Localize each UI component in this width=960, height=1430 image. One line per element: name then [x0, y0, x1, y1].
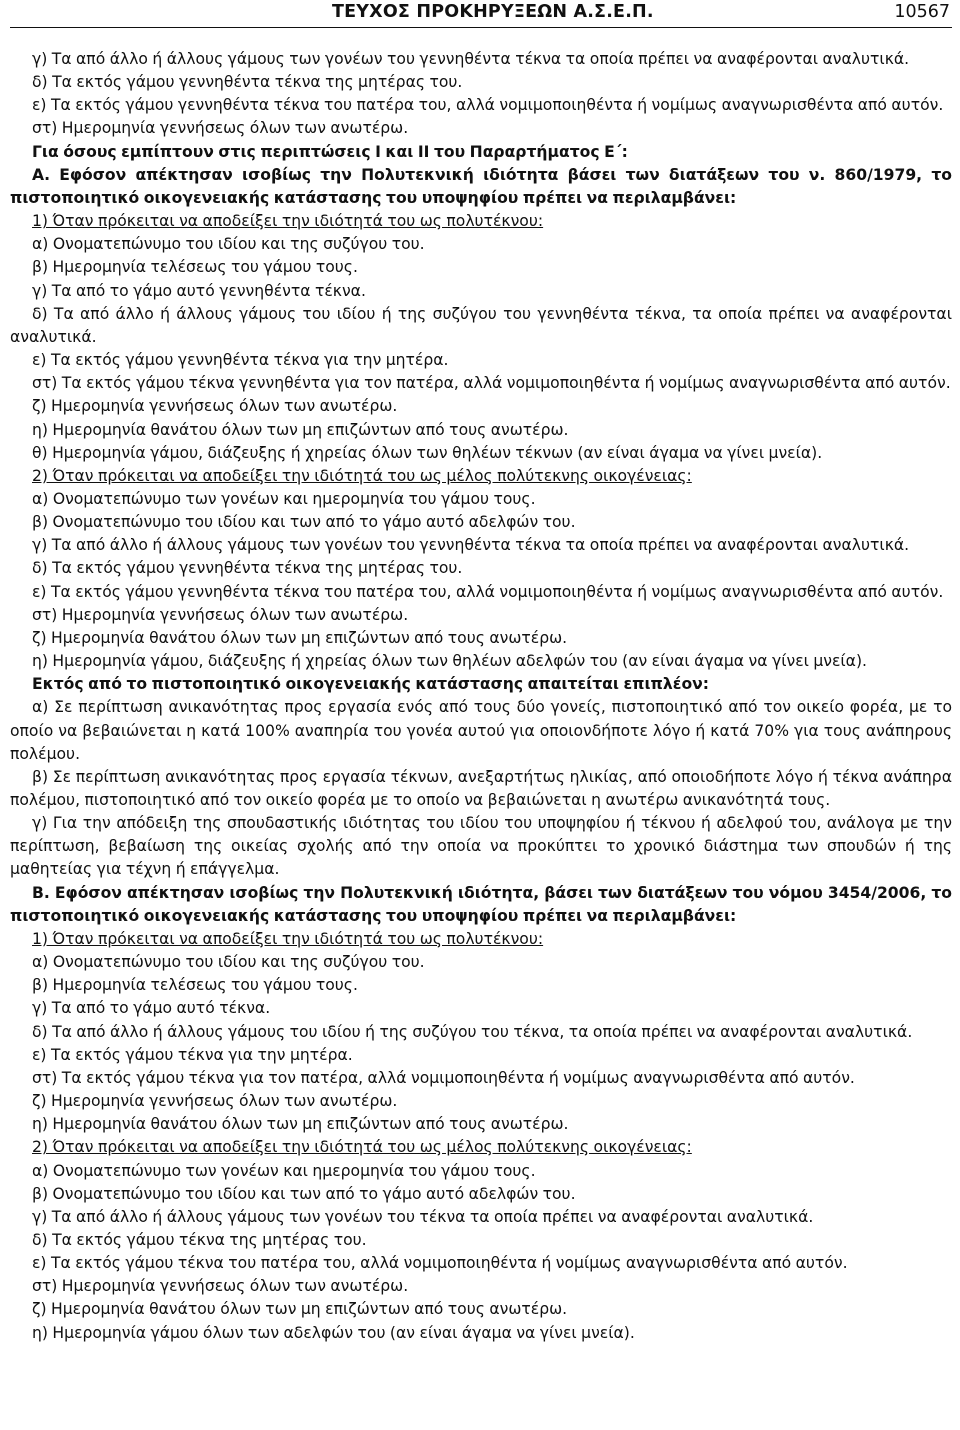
paragraph-text: ε) Τα εκτός γάμου γεννηθέντα τέκνα του πατέρα του, αλλά νομιμοποιηθέντα ή νομίμως αναγνωρισθέντα από αυτόν.: [32, 96, 944, 115]
header-divider: [10, 27, 952, 28]
paragraph-text: στ) Ημερομηνία γεννήσεως όλων των ανωτέρω.: [32, 605, 409, 624]
paragraph-text: ζ) Ημερομηνία γεννήσεως όλων των ανωτέρω.: [32, 397, 398, 416]
section-heading-text: Για όσους εμπίπτουν στις περιπτώσεις I και II του Παραρτήματος Ε΄:: [32, 142, 628, 161]
subsection-heading-text: 1) Όταν πρόκειται να αποδείξει την ιδιότητά του ως πολυτέκνου:: [32, 212, 544, 231]
paragraph-text: θ) Ημερομηνία γάμου, διάζευξης ή χηρείας όλων των θηλέων τέκνων (αν είναι άγαμα να γίνει μνεία).: [32, 443, 823, 462]
paragraph-text: η) Ημερομηνία θανάτου όλων των μη επιζώντων από τους ανωτέρω.: [32, 1115, 569, 1134]
subsection-heading: [10, 465, 952, 488]
paragraph: [10, 488, 952, 511]
paragraph-text: γ) Τα από άλλο ή άλλους γάμους των γονέων του γεννηθέντα τέκνα τα οποία πρέπει να αναφέρονται αναλυτικά.: [32, 50, 910, 68]
paragraph: [10, 1113, 952, 1136]
paragraph: [10, 974, 952, 997]
paragraph: [10, 696, 952, 765]
paragraph: [10, 1044, 952, 1067]
paragraph: [10, 557, 952, 580]
document-body: [10, 48, 952, 1345]
paragraph: [10, 71, 952, 94]
paragraph: [10, 1298, 952, 1321]
section-heading: [10, 164, 952, 210]
subsection-heading: [10, 1136, 952, 1159]
paragraph: [10, 1252, 952, 1275]
document-page: [10, 0, 952, 1345]
paragraph: [10, 1183, 952, 1206]
section-heading-text: Εκτός από το πιστοποιητικό οικογενειακής κατάστασης απαιτείται επιπλέον:: [32, 675, 710, 694]
paragraph: [10, 48, 952, 71]
paragraph: [10, 627, 952, 650]
paragraph-text: γ) Τα από άλλο ή άλλους γάμους των γονέων του τέκνα τα οποία πρέπει να αναφέρονται αναλυτικά.: [32, 1207, 814, 1226]
paragraph: [10, 280, 952, 303]
paragraph: [10, 1206, 952, 1229]
paragraph: [10, 1229, 952, 1252]
paragraph-text: ε) Τα εκτός γάμου τέκνα για την μητέρα.: [32, 1045, 353, 1064]
paragraph: [10, 372, 952, 395]
paragraph: [10, 233, 952, 256]
paragraph-text: γ) Τα από το γάμο αυτό τέκνα.: [32, 999, 271, 1018]
section-heading-text: Β. Εφόσον απέκτησαν ισοβίως την Πολυτεκνική ιδιότητα, βάσει των διατάξεων του νόμου 3454/2006, το πιστοποιητικό οικογενειακής κατάστασης του υποψηφίου πρέπει να περιλαμβάνει:: [10, 883, 952, 925]
paragraph-text: στ) Τα εκτός γάμου τέκνα για τον πατέρα, αλλά νομιμοποιηθέντα ή νομίμως αναγνωρισθέντα από αυτόν.: [32, 1068, 855, 1087]
paragraph-text: γ) Τα από άλλο ή άλλους γάμους των γονέων του γεννηθέντα τέκνα τα οποία πρέπει να αναφέρονται αναλυτικά.: [32, 536, 910, 555]
paragraph-text: η) Ημερομηνία θανάτου όλων των μη επιζώντων από τους ανωτέρω.: [32, 420, 569, 439]
paragraph-text: ε) Τα εκτός γάμου γεννηθέντα τέκνα για την μητέρα.: [32, 351, 449, 370]
subsection-heading-text: 2) Όταν πρόκειται να αποδείξει την ιδιότητά του ως μέλος πολύτεκνης οικογένειας:: [32, 466, 692, 485]
section-heading: [10, 673, 952, 696]
subsection-heading: [10, 928, 952, 951]
page-header: [10, 0, 952, 36]
paragraph: [10, 511, 952, 534]
paragraph-text: η) Ημερομηνία γάμου, διάζευξης ή χηρείας όλων των θηλέων αδελφών του (αν είναι άγαμα να γίνει μνεία).: [32, 652, 868, 671]
paragraph-text: α) Ονοματεπώνυμο των γονέων και ημερομηνία του γάμου τους.: [32, 1161, 536, 1180]
paragraph-text: ε) Τα εκτός γάμου τέκνα του πατέρα του, αλλά νομιμοποιηθέντα ή νομίμως αναγνωρισθέντα από αυτόν.: [32, 1254, 848, 1273]
paragraph-text: στ) Ημερομηνία γεννήσεως όλων των ανωτέρω.: [32, 119, 409, 138]
paragraph-text: η) Ημερομηνία γάμου όλων των αδελφών του (αν είναι άγαμα να γίνει μνεία).: [32, 1323, 635, 1342]
paragraph: [10, 419, 952, 442]
paragraph-text: δ) Τα εκτός γάμου γεννηθέντα τέκνα της μητέρας του.: [32, 73, 463, 92]
paragraph-text: δ) Τα εκτός γάμου γεννηθέντα τέκνα της μητέρας του.: [32, 559, 463, 578]
paragraph: [10, 303, 952, 349]
paragraph-text: β) Ονοματεπώνυμο του ιδίου και των από το γάμο αυτό αδελφών του.: [32, 513, 576, 532]
paragraph: [10, 650, 952, 673]
paragraph-text: γ) Τα από το γάμο αυτό γεννηθέντα τέκνα.: [32, 281, 366, 300]
paragraph-text: α) Σε περίπτωση ανικανότητας προς εργασία ενός από τους δύο γονείς, πιστοποιητικό από τον οικείο φορέα, με το οποίο να βεβαιώνεται η κατά 100% αναπηρία του γονέα αυτού για οποιονδήποτε λόγο ή κατά 70% για τους ανάπηρους πολέμου.: [10, 698, 952, 763]
paragraph-text: β) Ονοματεπώνυμο του ιδίου και των από το γάμο αυτό αδελφών του.: [32, 1184, 576, 1203]
paragraph: [10, 94, 952, 117]
paragraph-text: β) Σε περίπτωση ανικανότητας προς εργασία τέκνων, ανεξαρτήτως ηλικίας, από οποιοδήποτε λόγο ή τέκνα ανάπηρα πολέμου, πιστοποιητικό από τον οικείο φορέα με το οποίο να βεβαιώνεται η ανωτέρω ανικανότητά τους.: [10, 767, 952, 809]
paragraph-text: ζ) Ημερομηνία θανάτου όλων των μη επιζώντων από τους ανωτέρω.: [32, 1300, 568, 1319]
paragraph: [10, 604, 952, 627]
paragraph-text: δ) Τα από άλλο ή άλλους γάμους του ιδίου ή της συζύγου του γεννηθέντα τέκνα, τα οποία πρέπει να αναφέρονται αναλυτικά.: [10, 304, 952, 346]
paragraph: [10, 117, 952, 140]
paragraph: [10, 1160, 952, 1183]
paragraph: [10, 951, 952, 974]
paragraph-text: δ) Τα εκτός γάμου τέκνα της μητέρας του.: [32, 1230, 367, 1249]
paragraph: [10, 442, 952, 465]
paragraph: [10, 997, 952, 1020]
paragraph: [10, 1322, 952, 1345]
paragraph: [10, 1090, 952, 1113]
paragraph: [10, 1275, 952, 1298]
paragraph-text: α) Ονοματεπώνυμο των γονέων και ημερομηνία του γάμου τους.: [32, 489, 536, 508]
paragraph: [10, 1067, 952, 1090]
paragraph-text: γ) Για την απόδειξη της σπουδαστικής ιδιότητας του ιδίου του υποψηφίου ή τέκνου ή αδελφού του, ανάλογα με την περίπτωση, βεβαίωση της οικείας σχολής από την οποία να προκύπτει το χρονικό διάστημα των σπουδών ή της μαθητείας για τέχνη ή επάγγελμα.: [10, 814, 952, 879]
section-heading: [10, 141, 952, 164]
paragraph-text: β) Ημερομηνία τελέσεως του γάμου τους.: [32, 258, 358, 277]
paragraph: [10, 256, 952, 279]
paragraph-text: ζ) Ημερομηνία γεννήσεως όλων των ανωτέρω.: [32, 1092, 398, 1111]
issue-title: ΤΕΥΧΟΣ ΠΡΟΚΗΡΥΞΕΩΝ Α.Σ.Ε.Π.: [332, 2, 654, 22]
paragraph: [10, 581, 952, 604]
paragraph: [10, 534, 952, 557]
paragraph-text: στ) Ημερομηνία γεννήσεως όλων των ανωτέρω.: [32, 1277, 409, 1296]
subsection-heading: [10, 210, 952, 233]
paragraph-text: α) Ονοματεπώνυμο του ιδίου και της συζύγου του.: [32, 235, 425, 254]
paragraph-text: ζ) Ημερομηνία θανάτου όλων των μη επιζώντων από τους ανωτέρω.: [32, 628, 568, 647]
paragraph: [10, 812, 952, 881]
subsection-heading-text: 2) Όταν πρόκειται να αποδείξει την ιδιότητά του ως μέλος πολύτεκνης οικογένειας:: [32, 1138, 692, 1157]
paragraph-text: δ) Τα από άλλο ή άλλους γάμους του ιδίου ή της συζύγου του τέκνα, τα οποία πρέπει να αναφέρονται αναλυτικά.: [32, 1022, 913, 1041]
subsection-heading-text: 1) Όταν πρόκειται να αποδείξει την ιδιότητά του ως πολυτέκνου:: [32, 929, 544, 948]
page-number: 10567: [894, 2, 950, 22]
paragraph: [10, 766, 952, 812]
paragraph: [10, 349, 952, 372]
paragraph-text: ε) Τα εκτός γάμου γεννηθέντα τέκνα του πατέρα του, αλλά νομιμοποιηθέντα ή νομίμως αναγνωρισθέντα από αυτόν.: [32, 582, 944, 601]
paragraph-text: α) Ονοματεπώνυμο του ιδίου και της συζύγου του.: [32, 953, 425, 972]
paragraph: [10, 1021, 952, 1044]
paragraph-text: β) Ημερομηνία τελέσεως του γάμου τους.: [32, 976, 358, 995]
paragraph: [10, 395, 952, 418]
paragraph-text: στ) Τα εκτός γάμου τέκνα γεννηθέντα για τον πατέρα, αλλά νομιμοποιηθέντα ή νομίμως αναγνωρισθέντα από αυτόν.: [32, 374, 951, 393]
section-heading: [10, 882, 952, 928]
section-heading-text: Α. Εφόσον απέκτησαν ισοβίως την Πολυτεκνική ιδιότητα βάσει των διατάξεων του ν. 860/1979, το πιστοποιητικό οικογενειακής κατάστασης του υποψηφίου πρέπει να περιλαμβάνει:: [10, 165, 952, 207]
